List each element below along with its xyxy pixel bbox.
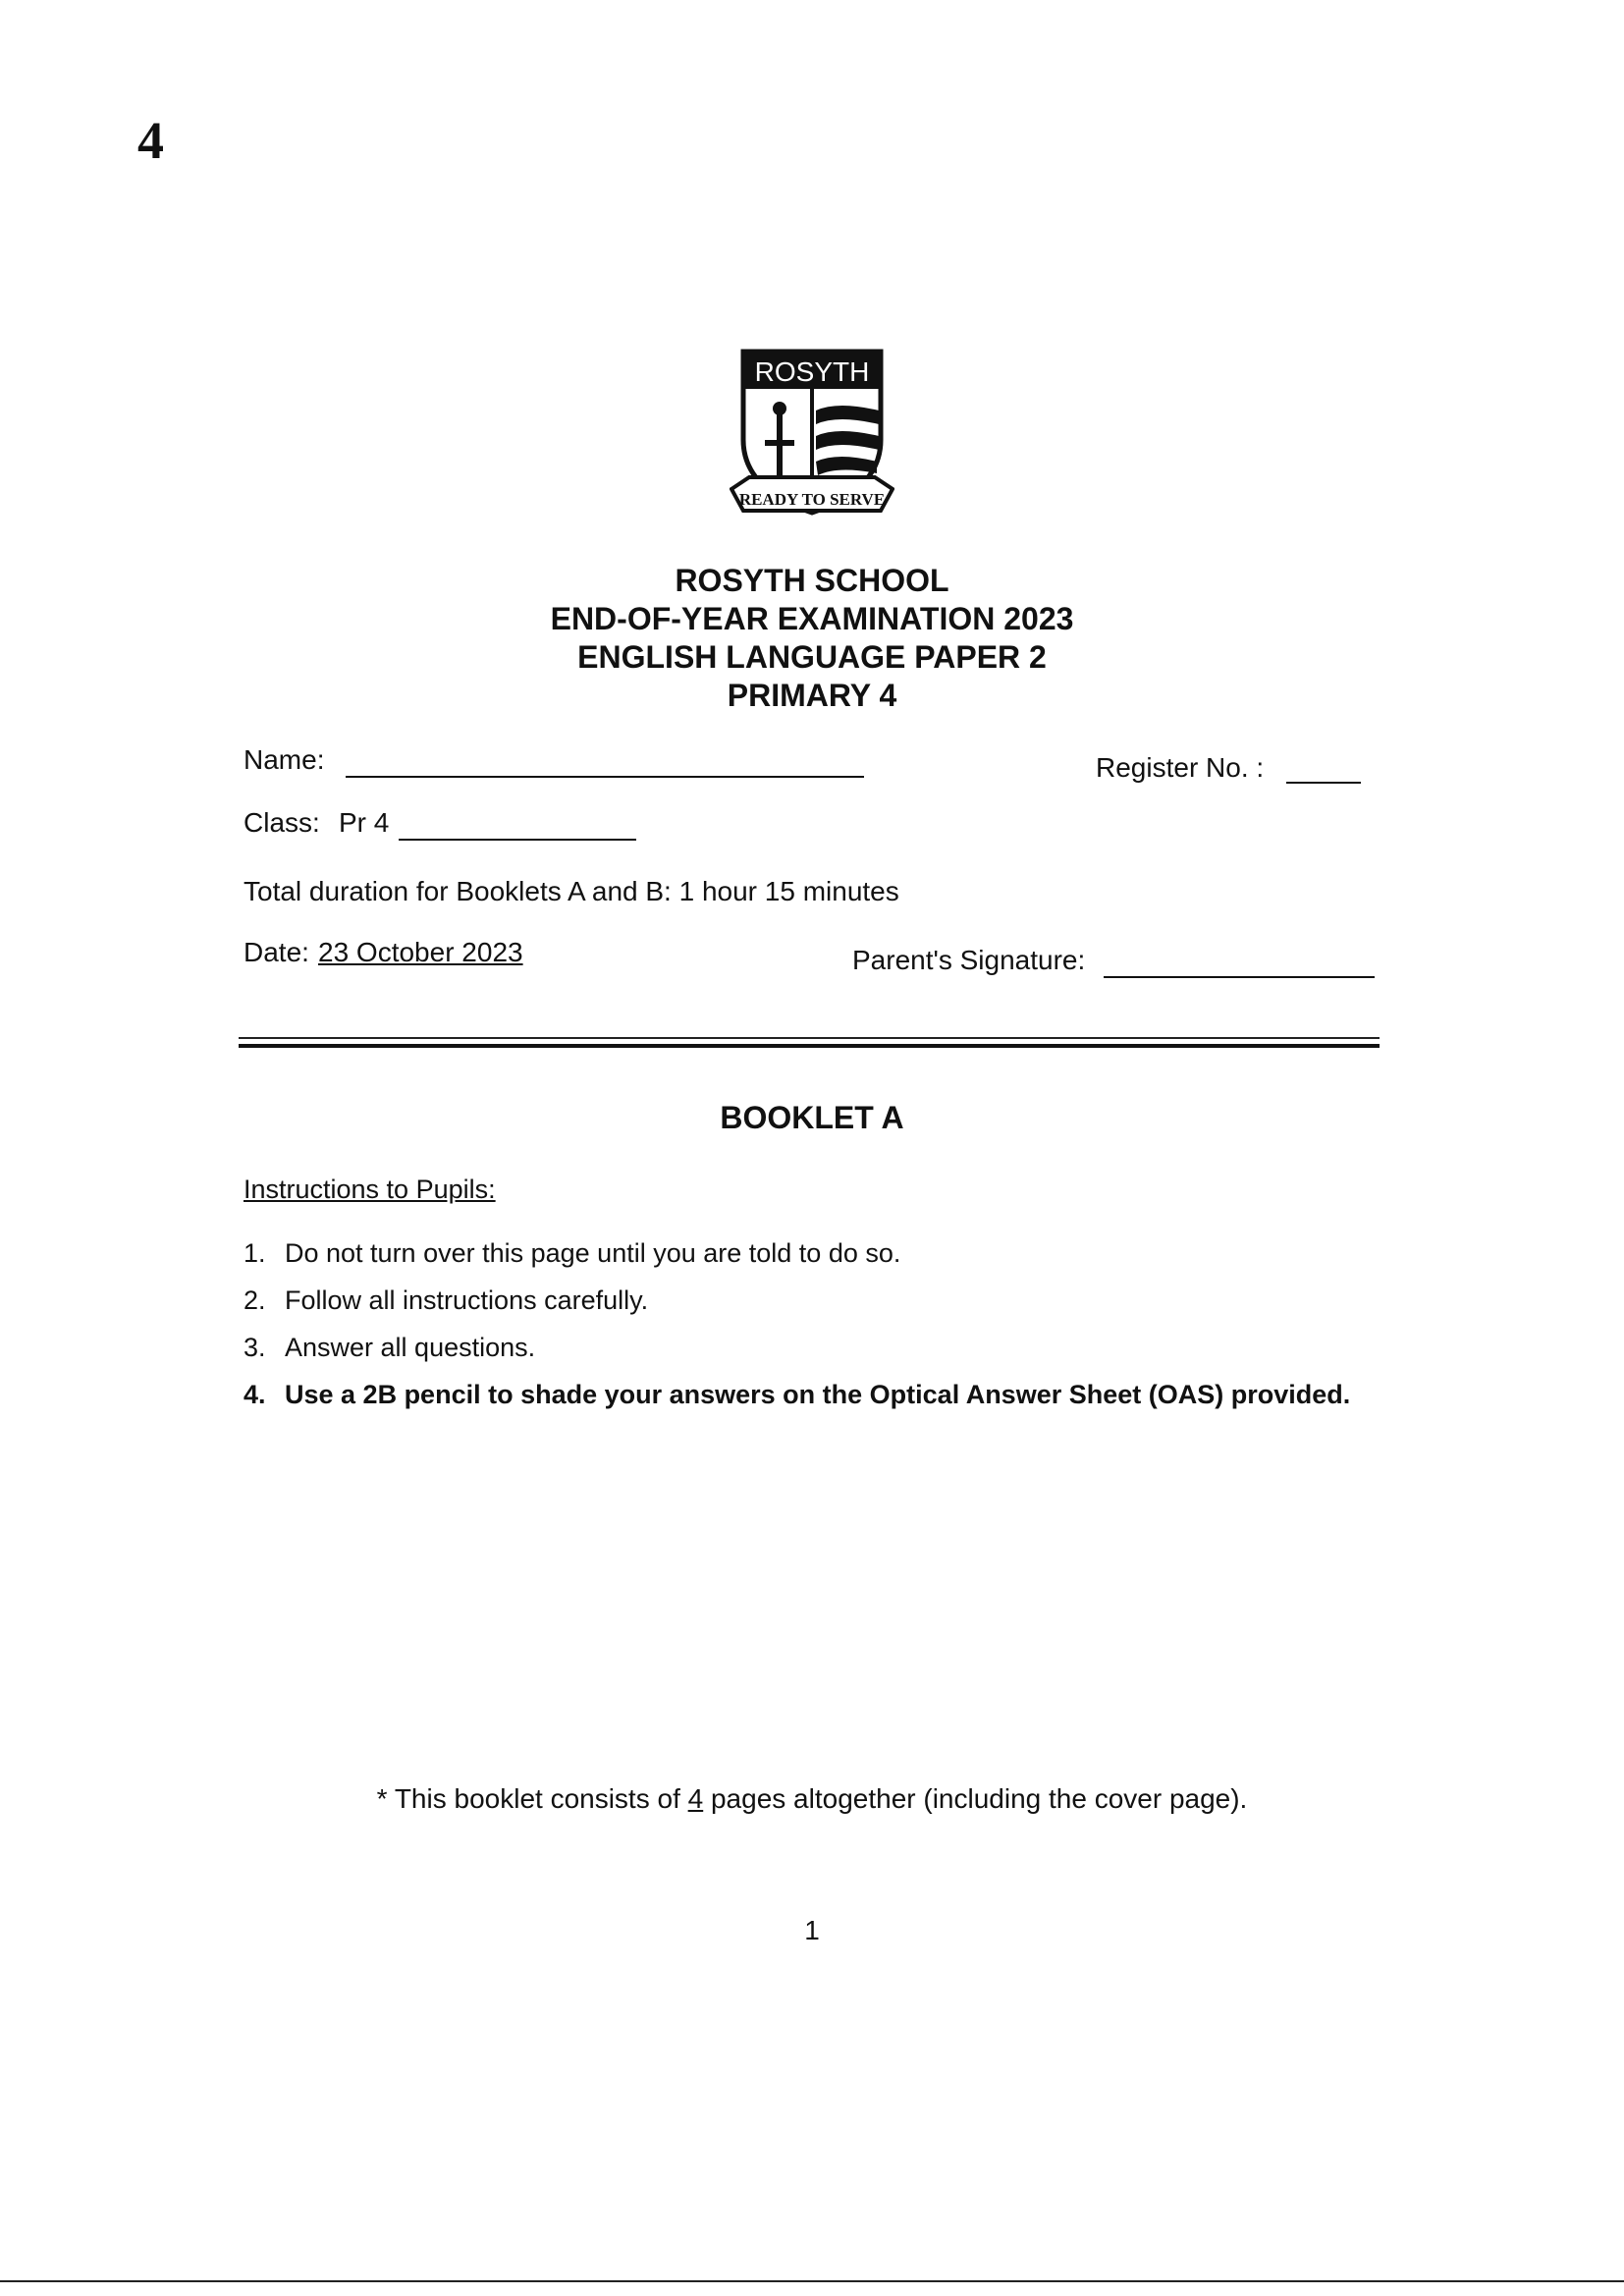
date-label: Date: <box>244 937 309 967</box>
class-field[interactable] <box>399 839 636 841</box>
register-field[interactable] <box>1286 782 1361 784</box>
instructions-heading: Instructions to Pupils: <box>244 1175 496 1204</box>
list-item <box>244 1377 1382 1412</box>
level-title: PRIMARY 4 <box>727 678 897 713</box>
list-item-number: 1. <box>244 1238 266 1268</box>
exam-header <box>0 562 1624 715</box>
list-item <box>244 1283 1382 1318</box>
note-page-count: 4 <box>687 1783 704 1814</box>
duration-text: Total duration for Booklets A and B: 1 hour 15 minutes <box>244 876 899 906</box>
class-label: Class: <box>244 807 320 838</box>
page-count-note <box>0 1783 1624 1815</box>
list-item-text: Follow all instructions carefully. <box>285 1285 649 1315</box>
signature-label: Parent's Signature: <box>852 945 1086 975</box>
name-label: Name: <box>244 744 325 775</box>
crest-motto: READY TO SERVE <box>738 490 886 509</box>
paper-title: ENGLISH LANGUAGE PAPER 2 <box>577 639 1047 675</box>
note-prefix: * This booklet consists of <box>376 1783 688 1814</box>
divider-rule-bottom <box>239 1044 1380 1048</box>
divider-rule-top <box>239 1037 1380 1039</box>
name-field[interactable] <box>346 776 864 778</box>
signature-field[interactable] <box>1104 976 1375 978</box>
list-item-text: Answer all questions. <box>285 1333 536 1362</box>
class-prefix: Pr 4 <box>339 807 390 838</box>
exam-title: END-OF-YEAR EXAMINATION 2023 <box>550 601 1074 636</box>
corner-page-number: 4 <box>137 111 164 170</box>
date-value: 23 October 2023 <box>318 937 523 967</box>
list-item-text: Do not turn over this page until you are told to do so. <box>285 1238 901 1268</box>
list-item-number: 2. <box>244 1285 266 1315</box>
instructions-list <box>244 1235 1382 1424</box>
list-item-text: Use a 2B pencil to shade your answers on the Optical Answer Sheet (OAS) provided. <box>285 1380 1351 1409</box>
page-number: 1 <box>804 1915 820 1945</box>
bottom-rule <box>0 2280 1624 2282</box>
booklet-title: BOOKLET A <box>720 1100 904 1135</box>
list-item <box>244 1330 1382 1365</box>
note-suffix: pages altogether (including the cover page). <box>703 1783 1248 1814</box>
school-crest-logo <box>730 346 894 522</box>
list-item-number: 3. <box>244 1333 266 1362</box>
list-item <box>244 1235 1382 1271</box>
school-name: ROSYTH SCHOOL <box>675 563 949 598</box>
crest-top-text: ROSYTH <box>754 356 870 387</box>
list-item-number: 4. <box>244 1380 266 1409</box>
register-label: Register No. : <box>1096 752 1265 783</box>
